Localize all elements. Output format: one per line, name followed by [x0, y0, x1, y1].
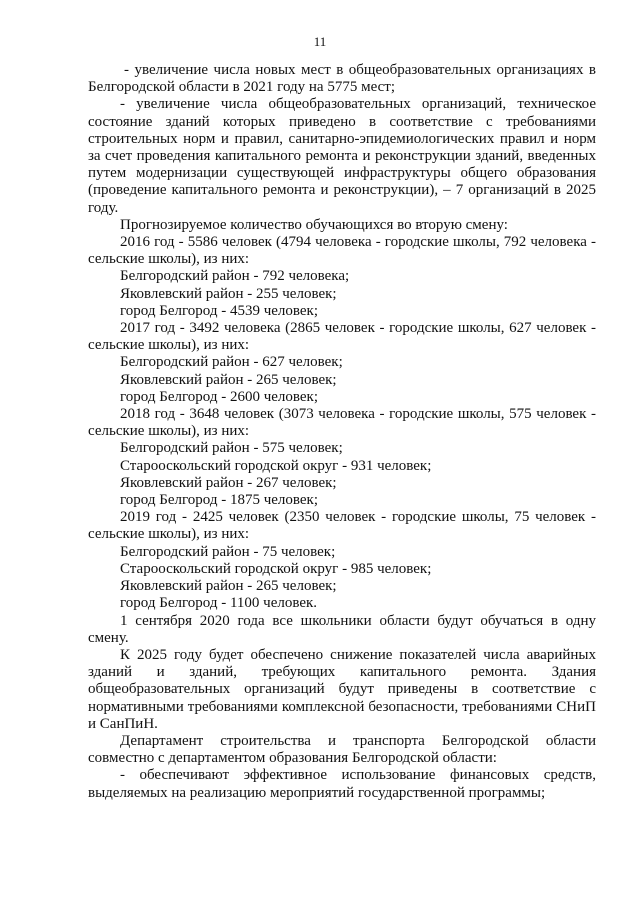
district-line: Белгородский район - 627 человек; — [120, 354, 343, 371]
paragraph-new-places: - увеличение числа новых мест в общеобразовательных организациях в Белгородской области в 2021 году на 5775 мест; — [88, 62, 596, 96]
paragraph-funds-usage: - обеспечивают эффективное использование финансовых средств, выделяемых на реализацию мероприятий государственной программы; — [88, 767, 596, 801]
year-2016-summary: 2016 год - 5586 человек (4794 человека - городские школы, 792 человека - сельские школы), из них: — [88, 234, 596, 268]
district-line: Старооскольский городской округ - 985 человек; — [120, 560, 432, 577]
district-line: Яковлевский район - 265 человек; — [120, 578, 337, 595]
year-2018-summary: 2018 год - 3648 человек (3073 человека - городские школы, 575 человек - сельские школы), из них: — [88, 406, 596, 440]
district-line: город Белгород - 1875 человек; — [120, 492, 319, 509]
district-line: город Белгород - 1100 человек. — [120, 595, 318, 612]
paragraph-departments: Департамент строительства и транспорта Белгородской области совместно с департаментом образования Белгородской области: — [88, 732, 596, 767]
page-number: 11 — [313, 34, 327, 49]
district-line: Яковлевский район - 265 человек; — [120, 371, 337, 388]
district-line: Белгородский район - 792 человека; — [120, 268, 350, 285]
district-line: Яковлевский район - 267 человек; — [120, 474, 337, 491]
document-body — [88, 62, 596, 802]
paragraph-single-shift-2020: 1 сентября 2020 года все школьники области будут обучаться в одну смену. — [88, 612, 596, 646]
district-line: город Белгород - 4539 человек; — [120, 302, 319, 319]
paragraph-renovated-schools: - увеличение числа общеобразовательных организаций, техническое состояние зданий которых приведено в соответствие с требованиями строительных норм и правил, санитарно-эпидемиологических правил и норм за счет проведения капитального ремонта и реконструкции зданий, введенных путем модернизации существующей инфраструктуры общего образования (проведение капитального ремонта и реконструкции), – 7 организаций в 2025 году. — [88, 96, 596, 216]
district-line: Старооскольский городской округ - 931 человек; — [120, 457, 432, 474]
paragraph-second-shift-forecast: Прогнозируемое количество обучающихся во вторую смену: — [120, 216, 508, 233]
district-line: Белгородский район - 75 человек; — [120, 543, 336, 560]
year-2017-summary: 2017 год - 3492 человека (2865 человек - городские школы, 627 человек - сельские школы), из них: — [88, 320, 596, 354]
district-line: Яковлевский район - 255 человек; — [120, 285, 337, 302]
paragraph-emergency-buildings: К 2025 году будет обеспечено снижение показателей числа аварийных зданий и зданий, требующих капитального ремонта. Здания общеобразовательных организаций будут приведены в соответствие с нормативными требованиями комплексной безопасности, требованиями СНиП и СанПиН. — [88, 646, 596, 732]
district-line: город Белгород - 2600 человек; — [120, 388, 319, 405]
district-line: Белгородский район - 575 человек; — [120, 440, 343, 457]
year-2019-summary: 2019 год - 2425 человек (2350 человек - городские школы, 75 человек - сельские школы), из них: — [88, 509, 596, 543]
